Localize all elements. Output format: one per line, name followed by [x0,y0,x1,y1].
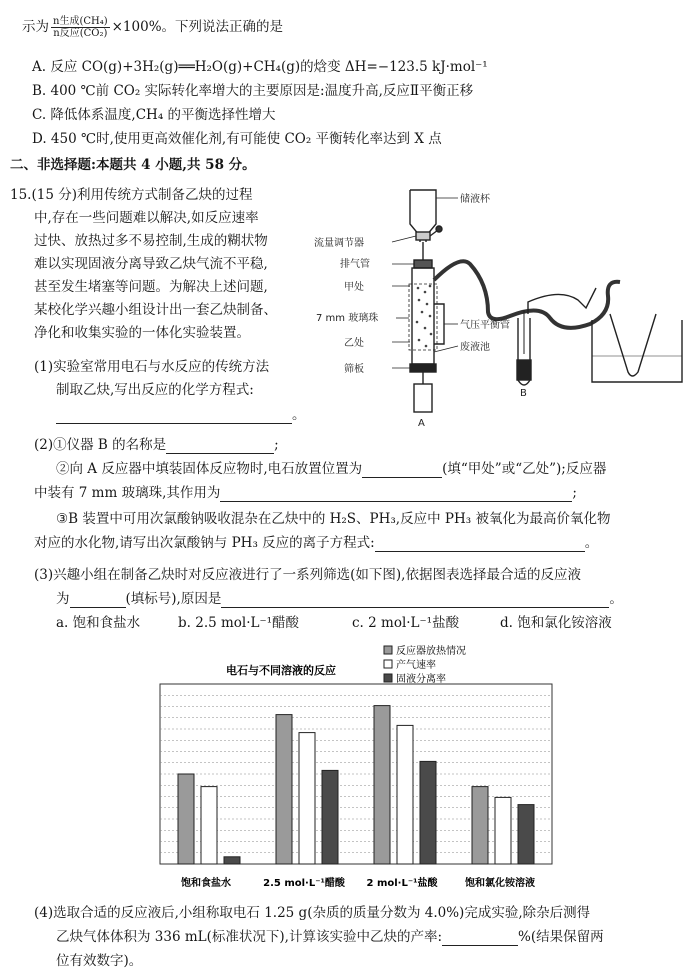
part2-line-2 [56,460,606,478]
legend-swatch-separation [384,674,392,682]
selectivity-fraction [51,16,110,39]
part2-q3-end: ; [572,485,577,501]
legend-heat: 反应器放热情况 [396,646,466,657]
x-label-0: 饱和食盐水 [181,878,231,889]
legend-swatch-heat [384,646,392,654]
q15-line-2: 中,存在一些问题难以解决,如反应速率 [34,210,259,226]
answer-blank-equation[interactable] [56,409,292,424]
option-a: A. 反应 CO(g)+3H₂(g)══H₂O(g)+CH₄(g)的焓变 ΔH=−123.5 kJ·mol⁻¹ [32,59,488,75]
bar-1-1 [299,733,315,864]
choice-d: d. 饱和氯化铵溶液 [500,615,612,631]
bar-chart [156,640,576,896]
x-label-3: 饱和氯化铵溶液 [465,878,535,889]
answer-blank-beads-purpose[interactable] [220,487,572,502]
choice-c: c. 2 mol·L⁻¹盐酸 [352,615,460,631]
part4-text-b: %(结果保留两 [518,929,604,945]
collection-tube [610,314,656,376]
part1-line-1: (1)实验室常用电石与水反应的传统方法 [34,359,270,375]
q15-line-5: 甚至发生堵塞等问题。为解决上述问题, [34,279,268,295]
bar-2-2 [420,761,436,864]
bar-1-0 [201,787,217,864]
part1-answer-line: 。 [56,406,306,424]
intro-prefix: 示为 [22,19,49,35]
part2-q5-text: 对应的水化物,请写出次氯酸钠与 PH₃ 反应的离子方程式: [34,535,375,551]
label-vent: 排气管 [340,259,370,270]
bar-0-3 [472,787,488,864]
q15-line-4: 难以实现固液分离导致乙炔气流不平稳, [34,256,268,272]
x-label-2: 2 mol·L⁻¹盐酸 [366,878,438,889]
part2-q3-text: 中装有 7 mm 玻璃珠,其作用为 [34,485,221,501]
bar-0-1 [276,715,292,864]
flow-regulator [416,232,430,240]
bar-1-3 [495,797,511,864]
q15-line-1: 15.(15 分)利用传统方式制备乙炔的过程 [10,187,253,203]
chart-x-labels [181,876,535,889]
section-title: 二、非选择题:本题共 4 小题,共 58 分。 [10,157,256,173]
option-d: D. 450 ℃时,使用更高效催化剂,有可能使 CO₂ 平衡转化率达到 X 点 [32,131,442,147]
part1-line-2: 制取乙炔,写出反应的化学方程式: [56,382,254,398]
part3-text-a: 为 [56,591,70,607]
legend-separation: 固液分离率 [396,674,446,685]
label-flow: 流量调节器 [314,238,364,249]
answer-blank-ion-equation[interactable] [375,537,585,552]
part2-q1-end: ; [274,437,279,453]
fraction-numerator: n生成(CH₄) [53,16,108,27]
waste-beaker [414,384,432,412]
answer-blank-yield[interactable] [442,931,518,946]
legend-rate: 产气速率 [396,660,436,671]
answer-blank-instrument-b[interactable] [166,439,274,454]
intro-suffix: ×100%。下列说法正确的是 [111,19,284,35]
part4-text-a: 乙炔气体体积为 336 mL(标准状况下),计算该实验中乙炔的产率: [56,929,442,945]
label-b: B [520,388,527,399]
part4-line-2 [56,928,604,946]
bar-2-3 [518,805,534,864]
part2-q2-text-b: (填“甲处”或“乙处”);反应器 [442,461,607,477]
q15-line-7: 净化和收集实验的一体化实验装置。 [34,325,250,341]
part2-line-1 [34,436,279,454]
label-jia: 甲处 [344,282,364,293]
part2-line-4: ③B 装置中可用次氯酸钠吸收混杂在乙炔中的 H₂S、PH₃,反应中 PH₃ 被氧化为最高价氧化物 [56,511,611,527]
option-b: B. 400 ℃前 CO₂ 实际转化率增大的主要原因是:温度升高,反应Ⅱ平衡正移 [32,83,474,99]
q15-line-3: 过快、放热过多不易控制,生成的糊状物 [34,233,268,249]
chart-bars [178,706,534,864]
bar-2-1 [322,770,338,864]
sieve-plate [410,364,436,372]
choice-a: a. 饱和食盐水 [56,615,141,631]
choice-b: b. 2.5 mol·L⁻¹醋酸 [178,615,300,631]
answer-blank-position[interactable] [362,463,442,478]
fraction-denominator: n反应(CO₂) [53,28,108,39]
chart-title: 电石与不同溶液的反应 [226,664,336,677]
label-a: A [418,418,425,429]
label-beads: 7 mm 玻璃珠 [316,313,379,324]
part2-q1-text: (2)①仪器 B 的名称是 [34,437,167,453]
part3-line-2: 为 (填标号),原因是 。 [56,591,623,607]
part2-q2-text: ②向 A 反应器中填装固体反应物时,电石放置位置为 [56,461,363,477]
legend-swatch-rate [384,660,392,668]
chart-legend [384,644,466,685]
part3-text-b: (填标号),原因是 [125,591,222,607]
part4-line-3: 位有效数字)。 [56,953,143,969]
x-label-1: 2.5 mol·L⁻¹醋酸 [263,878,345,889]
apparatus-diagram [310,184,686,430]
part3-line-1: (3)兴趣小组在制备乙炔时对反应液进行了一系列筛选(如下图),依据图表选择最合适的反应液 [34,567,581,583]
label-reservoir: 储液杯 [460,194,490,205]
q15-line-6: 某校化学兴趣小组设计出一套乙炔制备、 [34,302,277,318]
label-balance: 气压平衡管 [460,320,510,331]
pressure-balance-tube [434,304,444,344]
chart-gridlines [160,695,552,853]
label-sieve: 筛板 [344,364,364,375]
bar-1-2 [397,725,413,864]
part2-line-3 [34,484,577,502]
bar-0-2 [374,706,390,864]
bar-2-0 [224,857,240,864]
option-c: C. 降低体系温度,CH₄ 的平衡选择性增大 [32,107,276,123]
glass-beads [416,285,433,348]
part4-line-1: (4)选取合适的反应液后,小组称取电石 1.25 g(杂质的质量分数为 4.0%)完成实验,除杂后测得 [34,905,591,921]
bar-0-0 [178,774,194,864]
stopper [414,260,432,268]
part2-line-5: 对应的水化物,请写出次氯酸钠与 PH₃ 反应的离子方程式: 。 [34,535,599,551]
label-waste: 废液池 [460,342,490,353]
label-yi: 乙处 [344,338,364,349]
answer-blank-reason[interactable] [221,593,609,608]
answer-blank-choice[interactable] [70,593,126,608]
intro-line [22,16,283,39]
